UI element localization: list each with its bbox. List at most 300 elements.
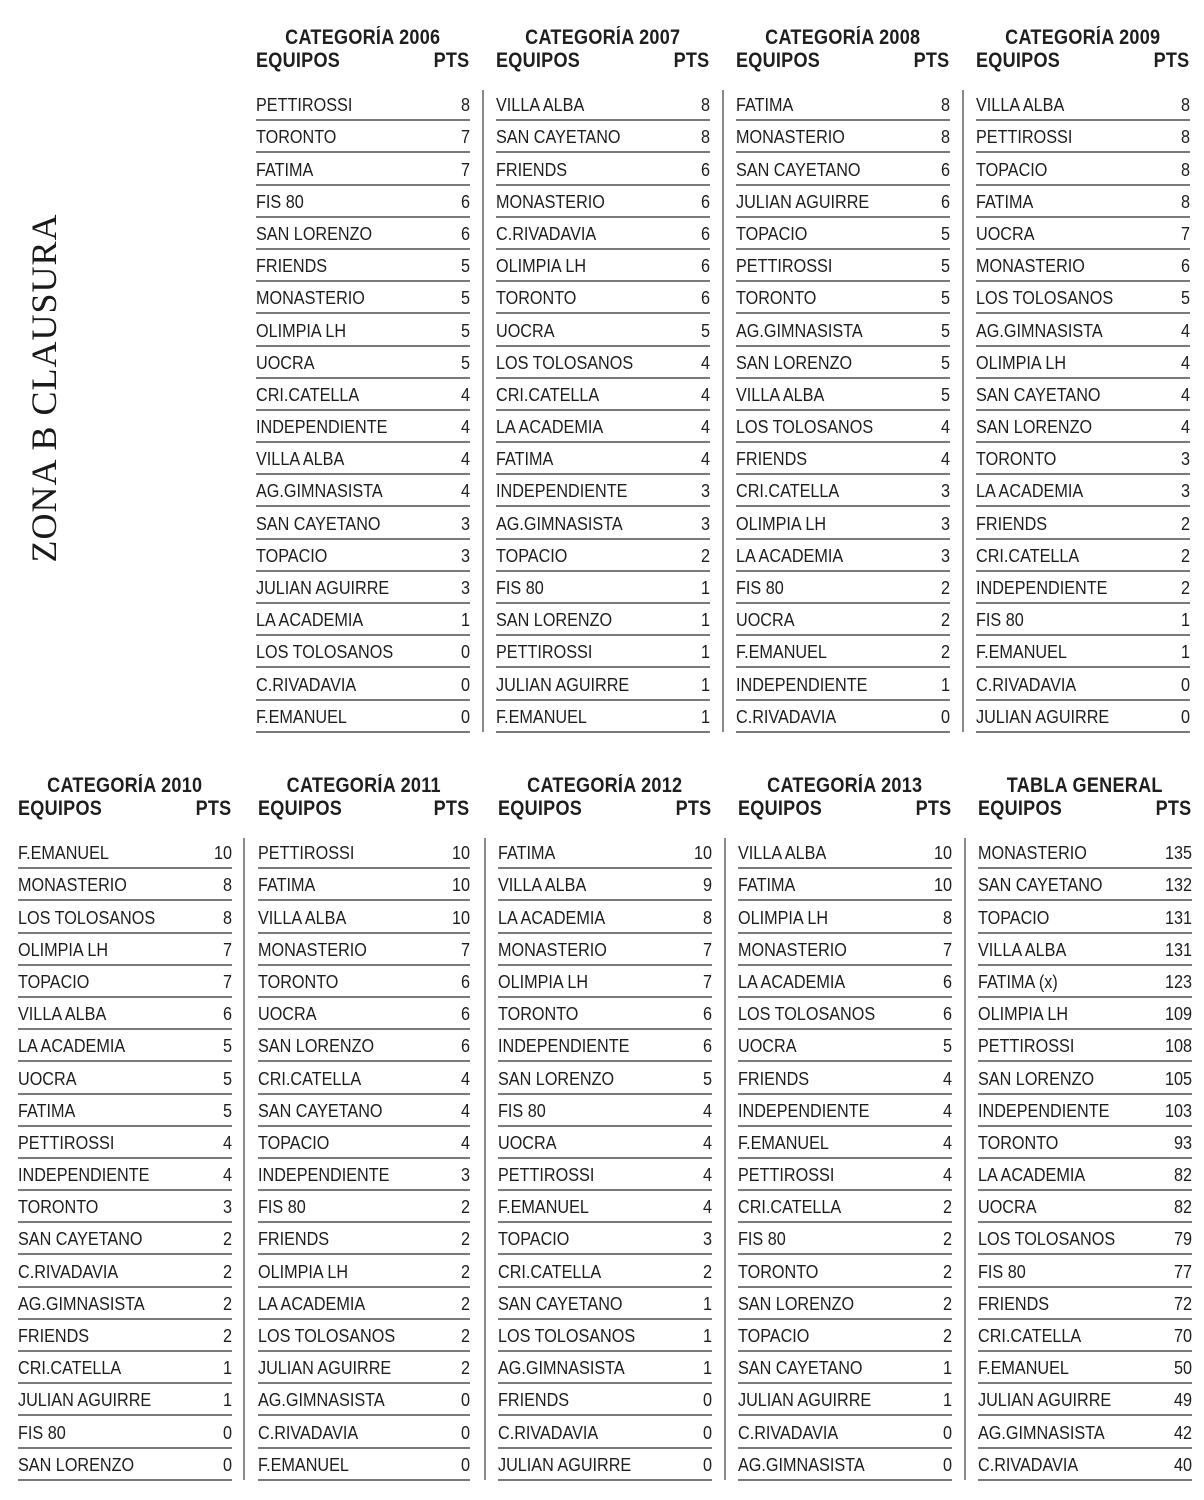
- table-row: [978, 998, 1192, 1030]
- table-row: [736, 153, 950, 185]
- team-points: 6: [942, 1004, 952, 1025]
- table-row: [976, 572, 1190, 604]
- team-name: C.RIVADAVIA: [978, 1454, 1079, 1475]
- table-row: [738, 1062, 952, 1094]
- table-row: [976, 636, 1190, 668]
- team-points: 79: [1173, 1229, 1192, 1250]
- team-name: SAN LORENZO: [258, 1036, 375, 1057]
- team-name: JULIAN AGUIRRE: [18, 1390, 152, 1411]
- team-name: JULIAN AGUIRRE: [498, 1454, 632, 1475]
- table-row: [258, 1095, 470, 1127]
- team-name: JULIAN AGUIRRE: [256, 578, 390, 598]
- team-name: CRI.CATELLA: [256, 384, 360, 405]
- table-row: [496, 89, 710, 121]
- team-points: 1: [700, 610, 710, 631]
- table-row: [976, 507, 1190, 539]
- table-row: [736, 604, 950, 636]
- team-points: 5: [1180, 288, 1190, 309]
- team-name: AG.GIMNASISTA: [258, 1390, 385, 1411]
- table-row: [18, 966, 232, 998]
- team-name: FIS 80: [498, 1100, 546, 1121]
- team-points: 4: [460, 449, 470, 470]
- team-points: 2: [702, 1261, 712, 1282]
- team-name: FATIMA: [498, 843, 556, 864]
- team-points: 4: [222, 1165, 232, 1186]
- team-name: PETTIROSSI: [976, 127, 1073, 148]
- team-name: AG.GIMNASISTA: [976, 320, 1103, 341]
- team-points: 7: [222, 939, 232, 960]
- team-points: 1: [460, 610, 470, 631]
- table-row: [976, 218, 1190, 250]
- team-points: 8: [222, 875, 232, 896]
- team-name: F.EMANUEL: [736, 642, 827, 663]
- table-row: [496, 540, 710, 572]
- team-points: 1: [222, 1358, 232, 1379]
- table-row: [736, 186, 950, 218]
- table-row: [498, 966, 712, 998]
- table-header: [496, 26, 709, 72]
- team-name: JULIAN AGUIRRE: [258, 1358, 392, 1379]
- table-row: [976, 443, 1190, 475]
- team-points: 8: [1180, 159, 1190, 180]
- team-points: 4: [940, 449, 950, 470]
- team-name: UOCRA: [498, 1132, 557, 1153]
- team-name: VILLA ALBA: [498, 875, 587, 896]
- team-name: UOCRA: [496, 320, 555, 341]
- team-points: 0: [702, 1454, 712, 1475]
- table-row: [498, 1416, 712, 1448]
- table-row: [258, 869, 470, 901]
- table-row: [18, 1030, 232, 1062]
- team-name: FATIMA: [18, 1100, 76, 1121]
- team-name: TOPACIO: [258, 1132, 330, 1153]
- table-row: [256, 314, 470, 346]
- table-row: [496, 250, 710, 282]
- table-row: [18, 1062, 232, 1094]
- table-row: [738, 1255, 952, 1287]
- table-row: [738, 1191, 952, 1223]
- table-row: [738, 901, 952, 933]
- table-row: [976, 282, 1190, 314]
- table-row: [256, 636, 470, 668]
- team-name: FIS 80: [736, 578, 784, 598]
- team-name: OLIMPIA LH: [258, 1261, 349, 1282]
- team-name: SAN CAYETANO: [736, 159, 861, 180]
- column-divider: [964, 838, 966, 1480]
- table-row: [498, 901, 712, 933]
- table-row: [256, 604, 470, 636]
- table-row: [738, 1416, 952, 1448]
- column-header-points: PTS: [675, 797, 712, 820]
- team-points: 8: [222, 907, 232, 928]
- table-row: [258, 1030, 470, 1062]
- team-points: 4: [1180, 352, 1190, 373]
- team-name: LA ACADEMIA: [256, 610, 364, 631]
- team-name: TORONTO: [498, 1004, 579, 1025]
- team-name: TORONTO: [258, 971, 339, 992]
- team-points: 5: [222, 1100, 232, 1121]
- table-row: [736, 443, 950, 475]
- team-name: CRI.CATELLA: [498, 1261, 602, 1282]
- table-title: CATEGORÍA 2010: [47, 774, 203, 797]
- table-row: [736, 701, 950, 733]
- table-row: [738, 1384, 952, 1416]
- table-row: [978, 869, 1192, 901]
- table-row: [256, 507, 470, 539]
- table-row: [978, 1223, 1192, 1255]
- team-name: VILLA ALBA: [976, 95, 1065, 116]
- table-row: [18, 1416, 232, 1448]
- team-name: SAN CAYETANO: [496, 127, 621, 148]
- table-row: [978, 934, 1192, 966]
- team-name: MONASTERIO: [976, 256, 1085, 277]
- table-row: [258, 1320, 470, 1352]
- table-row: [736, 636, 950, 668]
- column-header-teams: EQUIPOS: [258, 797, 343, 820]
- team-name: FIS 80: [738, 1229, 786, 1250]
- team-points: 4: [702, 1100, 712, 1121]
- team-points: 8: [700, 127, 710, 148]
- team-name: F.EMANUEL: [18, 843, 109, 864]
- team-name: INDEPENDIENTE: [18, 1165, 150, 1186]
- team-name: LA ACADEMIA: [258, 1293, 366, 1314]
- team-name: FRIENDS: [18, 1326, 90, 1346]
- table-row: [976, 186, 1190, 218]
- team-name: INDEPENDIENTE: [498, 1036, 630, 1057]
- team-name: AG.GIMNASISTA: [496, 513, 623, 534]
- table-row: [736, 668, 950, 700]
- team-points: 7: [460, 127, 470, 148]
- team-points: 1: [1180, 610, 1190, 631]
- team-name: F.EMANUEL: [976, 642, 1067, 663]
- team-name: SAN LORENZO: [736, 352, 853, 373]
- team-name: TOPACIO: [18, 971, 90, 992]
- table-row: [256, 475, 470, 507]
- team-points: 10: [213, 843, 232, 864]
- table-row: [18, 1159, 232, 1191]
- table-row: [976, 701, 1190, 733]
- table-header: [976, 26, 1189, 72]
- team-points: 6: [702, 1004, 712, 1025]
- team-points: 1: [940, 674, 950, 695]
- table-row: [256, 250, 470, 282]
- team-name: SAN LORENZO: [738, 1293, 855, 1314]
- table-row: [736, 347, 950, 379]
- team-name: LA ACADEMIA: [498, 907, 606, 928]
- team-name: OLIMPIA LH: [18, 939, 109, 960]
- team-name: SAN CAYETANO: [18, 1229, 143, 1250]
- table-row: [978, 1030, 1192, 1062]
- team-points: 3: [940, 513, 950, 534]
- table-row: [976, 475, 1190, 507]
- table-row: [738, 934, 952, 966]
- team-name: SAN CAYETANO: [258, 1100, 383, 1121]
- table-row: [736, 540, 950, 572]
- team-name: INDEPENDIENTE: [496, 481, 628, 502]
- team-points: 5: [942, 1036, 952, 1057]
- team-points: 7: [460, 939, 470, 960]
- team-name: INDEPENDIENTE: [738, 1100, 870, 1121]
- team-name: SAN CAYETANO: [738, 1358, 863, 1379]
- table-row: [498, 1352, 712, 1384]
- team-points: 4: [700, 449, 710, 470]
- column-divider: [484, 838, 486, 1480]
- team-points: 4: [460, 1068, 470, 1089]
- team-name: FRIENDS: [496, 159, 568, 180]
- team-name: FATIMA: [256, 159, 314, 180]
- table-row: [496, 282, 710, 314]
- team-name: FATIMA: [976, 191, 1034, 212]
- team-name: FIS 80: [18, 1422, 66, 1443]
- table-row: [736, 282, 950, 314]
- table-row: [256, 121, 470, 153]
- team-name: AG.GIMNASISTA: [18, 1293, 145, 1314]
- team-points: 4: [460, 384, 470, 405]
- team-name: VILLA ALBA: [496, 95, 585, 116]
- team-name: FIS 80: [496, 578, 544, 598]
- team-name: F.EMANUEL: [738, 1132, 829, 1153]
- table-row: [258, 837, 470, 869]
- table-row: [258, 1191, 470, 1223]
- table-row: [976, 379, 1190, 411]
- team-name: LOS TOLOSANOS: [976, 288, 1114, 309]
- team-name: OLIMPIA LH: [976, 352, 1067, 373]
- table-row: [18, 1449, 232, 1481]
- team-points: 1: [700, 674, 710, 695]
- table-title: CATEGORÍA 2009: [1005, 26, 1161, 49]
- team-name: PETTIROSSI: [258, 843, 355, 864]
- table-row: [498, 998, 712, 1030]
- team-points: 8: [940, 127, 950, 148]
- standings-table: [736, 26, 950, 736]
- table-row: [978, 1159, 1192, 1191]
- team-points: 1: [702, 1326, 712, 1346]
- table-row: [256, 411, 470, 443]
- team-points: 1: [700, 642, 710, 663]
- team-name: TOPACIO: [978, 907, 1050, 928]
- team-points: 4: [460, 417, 470, 438]
- team-name: LOS TOLOSANOS: [258, 1326, 396, 1346]
- team-points: 6: [460, 223, 470, 244]
- table-row: [496, 153, 710, 185]
- team-points: 7: [222, 971, 232, 992]
- team-points: 7: [460, 159, 470, 180]
- team-points: 40: [1173, 1454, 1192, 1475]
- table-row: [18, 1191, 232, 1223]
- team-points: 6: [700, 159, 710, 180]
- team-points: 103: [1164, 1100, 1192, 1121]
- column-header-teams: EQUIPOS: [498, 797, 583, 820]
- team-points: 50: [1173, 1358, 1192, 1379]
- team-name: LA ACADEMIA: [976, 481, 1084, 502]
- team-points: 4: [942, 1132, 952, 1153]
- table-row: [18, 934, 232, 966]
- team-name: LOS TOLOSANOS: [736, 417, 874, 438]
- team-name: LOS TOLOSANOS: [498, 1326, 636, 1346]
- team-points: 6: [460, 191, 470, 212]
- table-row: [256, 540, 470, 572]
- table-row: [978, 1384, 1192, 1416]
- section-title: ZONA B CLAUSURA: [24, 213, 64, 563]
- table-row: [496, 507, 710, 539]
- team-name: TORONTO: [736, 288, 817, 309]
- team-name: TORONTO: [18, 1197, 99, 1218]
- standings-table: [18, 774, 232, 1484]
- team-points: 4: [940, 417, 950, 438]
- team-name: FATIMA: [496, 449, 554, 470]
- team-name: C.RIVADAVIA: [976, 674, 1077, 695]
- standings-table: [258, 774, 470, 1484]
- table-row: [976, 89, 1190, 121]
- table-row: [258, 934, 470, 966]
- team-name: FATIMA (x): [978, 971, 1058, 992]
- team-points: 5: [940, 256, 950, 277]
- team-points: 0: [942, 1454, 952, 1475]
- team-points: 4: [460, 1100, 470, 1121]
- team-name: VILLA ALBA: [258, 907, 347, 928]
- team-points: 3: [1180, 449, 1190, 470]
- team-name: FRIENDS: [738, 1068, 810, 1089]
- team-points: 4: [700, 352, 710, 373]
- table-row: [738, 998, 952, 1030]
- team-name: INDEPENDIENTE: [978, 1100, 1110, 1121]
- table-row: [18, 1127, 232, 1159]
- table-row: [976, 314, 1190, 346]
- team-points: 10: [451, 843, 470, 864]
- team-points: 4: [1180, 320, 1190, 341]
- table-row: [496, 186, 710, 218]
- team-points: 2: [460, 1358, 470, 1379]
- team-name: CRI.CATELLA: [258, 1068, 362, 1089]
- team-points: 1: [702, 1358, 712, 1379]
- table-row: [18, 869, 232, 901]
- team-name: TOPACIO: [256, 545, 328, 566]
- team-points: 2: [460, 1261, 470, 1282]
- team-name: PETTIROSSI: [736, 256, 833, 277]
- table-title: CATEGORÍA 2006: [285, 26, 441, 49]
- team-points: 3: [700, 481, 710, 502]
- team-points: 0: [940, 706, 950, 727]
- table-row: [256, 572, 470, 604]
- team-points: 2: [222, 1261, 232, 1282]
- team-name: FATIMA: [738, 875, 796, 896]
- team-name: SAN CAYETANO: [978, 875, 1103, 896]
- standings-table: [976, 26, 1190, 736]
- table-row: [738, 1320, 952, 1352]
- table-row: [738, 966, 952, 998]
- table-row: [256, 89, 470, 121]
- team-points: 0: [460, 706, 470, 727]
- team-points: 3: [940, 545, 950, 566]
- team-points: 6: [940, 191, 950, 212]
- standings-table: [498, 774, 712, 1484]
- team-name: UOCRA: [736, 610, 795, 631]
- table-row: [978, 1255, 1192, 1287]
- table-row: [18, 1320, 232, 1352]
- column-divider: [962, 90, 964, 732]
- team-points: 2: [940, 610, 950, 631]
- table-row: [738, 1449, 952, 1481]
- team-points: 2: [942, 1326, 952, 1346]
- table-row: [258, 901, 470, 933]
- team-name: F.EMANUEL: [496, 706, 587, 727]
- team-points: 3: [460, 513, 470, 534]
- team-points: 10: [933, 875, 952, 896]
- team-name: LA ACADEMIA: [496, 417, 604, 438]
- table-row: [736, 314, 950, 346]
- team-points: 3: [940, 481, 950, 502]
- team-name: MONASTERIO: [256, 288, 365, 309]
- team-name: UOCRA: [256, 352, 315, 373]
- team-points: 6: [460, 971, 470, 992]
- team-points: 0: [222, 1454, 232, 1475]
- table-row: [496, 668, 710, 700]
- table-row: [736, 411, 950, 443]
- team-name: SAN LORENZO: [498, 1068, 615, 1089]
- team-name: FATIMA: [736, 95, 794, 116]
- team-points: 8: [1180, 191, 1190, 212]
- table-row: [736, 507, 950, 539]
- column-header-teams: EQUIPOS: [736, 49, 821, 72]
- team-name: PETTIROSSI: [978, 1036, 1075, 1057]
- team-name: FIS 80: [258, 1197, 306, 1218]
- team-name: F.EMANUEL: [258, 1454, 349, 1475]
- table-row: [496, 443, 710, 475]
- column-header-points: PTS: [433, 49, 470, 72]
- table-row: [738, 1159, 952, 1191]
- team-name: JULIAN AGUIRRE: [978, 1390, 1112, 1411]
- table-row: [256, 218, 470, 250]
- team-points: 3: [222, 1197, 232, 1218]
- team-points: 4: [460, 481, 470, 502]
- team-name: PETTIROSSI: [498, 1165, 595, 1186]
- standings-table: [496, 26, 710, 736]
- table-row: [738, 1288, 952, 1320]
- team-points: 4: [460, 1132, 470, 1153]
- table-row: [18, 1255, 232, 1287]
- team-points: 5: [940, 223, 950, 244]
- team-name: SAN LORENZO: [496, 610, 613, 631]
- table-row: [256, 443, 470, 475]
- table-row: [256, 379, 470, 411]
- team-name: C.RIVADAVIA: [18, 1261, 119, 1282]
- team-name: UOCRA: [976, 223, 1035, 244]
- table-row: [498, 1255, 712, 1287]
- team-name: F.EMANUEL: [978, 1358, 1069, 1379]
- table-row: [498, 1449, 712, 1481]
- table-row: [498, 837, 712, 869]
- table-row: [18, 998, 232, 1030]
- table-row: [738, 1352, 952, 1384]
- team-name: VILLA ALBA: [18, 1004, 107, 1025]
- table-row: [976, 153, 1190, 185]
- team-name: SAN CAYETANO: [498, 1293, 623, 1314]
- team-points: 6: [700, 288, 710, 309]
- team-name: LA ACADEMIA: [736, 545, 844, 566]
- team-name: SAN LORENZO: [978, 1068, 1095, 1089]
- team-points: 6: [700, 256, 710, 277]
- table-title: TABLA GENERAL: [1006, 774, 1163, 797]
- team-name: FRIENDS: [978, 1293, 1050, 1314]
- team-points: 2: [942, 1197, 952, 1218]
- team-name: PETTIROSSI: [256, 95, 353, 116]
- team-name: F.EMANUEL: [256, 706, 347, 727]
- team-points: 77: [1173, 1261, 1192, 1282]
- team-name: FATIMA: [258, 875, 316, 896]
- team-name: MONASTERIO: [736, 127, 845, 148]
- table-row: [498, 1127, 712, 1159]
- team-name: TOPACIO: [976, 159, 1048, 180]
